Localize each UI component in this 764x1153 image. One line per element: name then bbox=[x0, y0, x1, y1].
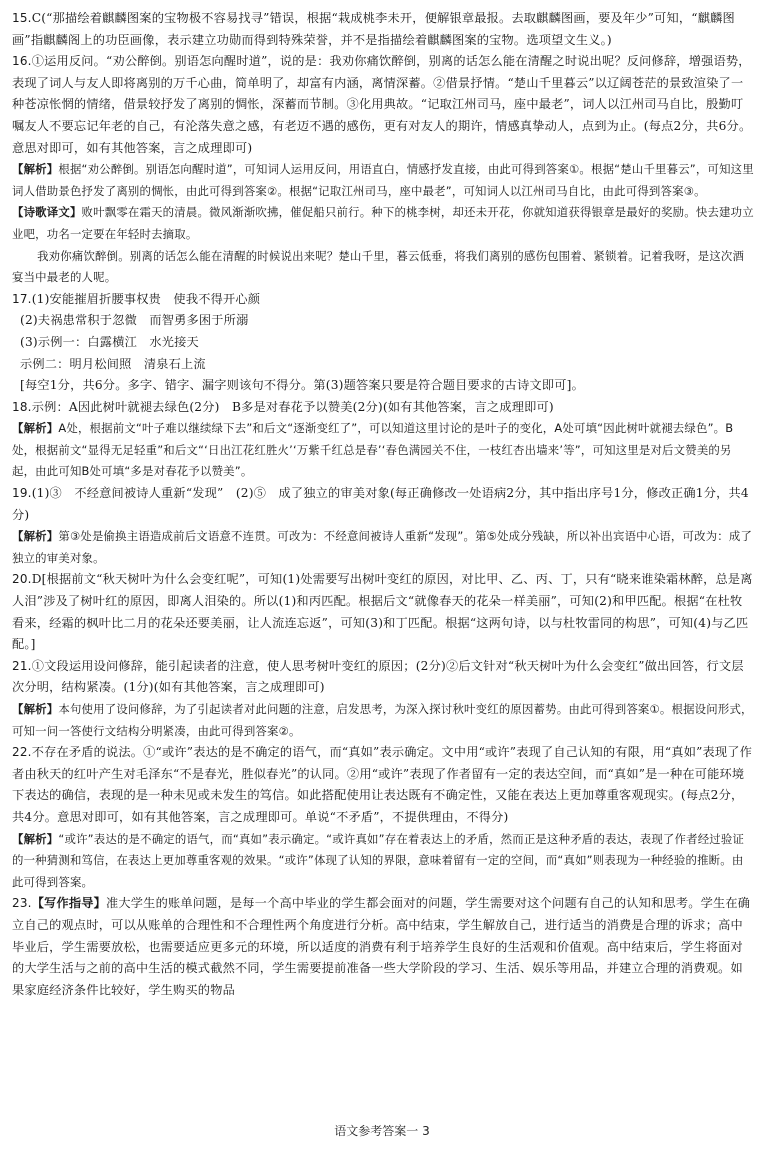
answer-line: (1)安能摧眉折腰事权贵 使我不得开心颜 bbox=[31, 291, 261, 306]
question-number: 21. bbox=[12, 658, 32, 673]
analysis-text: A处，根据前文“叶子难以继续绿下去”和后文“逐渐变红了”，可以知道这里讨论的是叶子的变化，A处可填“因此树叶就褪去绿色”。B处，根据前文“显得无足轻重”和后文“‘日出江花红胜火’‘万紫千红总是春’‘春色满园关不住，一枝红杏出墙来’等”，可知这里是对后文赞美的另起，由此可知B处可填“多是对春花予以赞美”。 bbox=[12, 421, 734, 479]
translation-text: 败叶飘零在霜天的清晨。微风渐渐吹拂，催促船只前行。种下的桃李树，却还未开花，你就知道获得银章是最好的奖励。快去建功立业吧，功名一定要在年轻时去摘取。 bbox=[12, 205, 754, 241]
question-number: 16. bbox=[12, 54, 32, 69]
analysis-text: 本句使用了设问修辞，为了引起读者对此问题的注意，启发思考，为深入探讨秋叶变红的原因蓄势。由此可得到答案①。根据设问形式，可知一问一答使行文结构分明紧凑，由此可得到答案②。 bbox=[12, 702, 753, 738]
analysis-text: “或许”表达的是不确定的语气，而“真如”表示确定。“或许真如”存在着表达上的矛盾，然而正是这种矛盾的表达，表现了作者经过验证的一种猜测和笃信，在表达上更加尊重客观的效果。“或许”体现了认知的界限，意味着留有一定的空间，而“真如”则表现为一种经验的推断。由此可得到答案。 bbox=[12, 831, 745, 889]
answer-21 bbox=[12, 656, 754, 742]
question-number: 18. bbox=[12, 399, 32, 414]
question-number: 17. bbox=[12, 291, 32, 306]
answer-text: ①运用反问。“劝公醉倒。别语怎向醒时道”，说的是：我劝你痛饮醉倒，别离的话怎么能在清醒之时说出呢？反问修辞，增强语势，表现了词人与友人即将离别的万千心曲，简单明了，却富有内涵，离情深蓄。②借景抒情。“楚山千里暮云”以辽阔苍茫的景致渲染了一种苍凉怅惘的情绪，借景较抒发了离别的惆怅，深蓄而节制。③化用典故。“记取江州司马，座中最老”，词人以江州司马自比，殷勤叮嘱友人不要忘记年老的自己，有沦落失意之感，有老迈不遇的感伤，更有对友人的期许，情感真挚动人，点到为止。(每点2分，共6分。意思对即可，如有其他答案，言之成理即可) bbox=[12, 54, 752, 155]
answer-18 bbox=[12, 397, 754, 483]
answer-text: (1)③ 不经意间被诗人重新“发现” (2)⑤ 成了独立的审美对象(每正确修改一处语病2分，其中指出序号1分，修改正确1分，共4分) bbox=[12, 486, 749, 522]
analysis-text: 第③处是偷换主语造成前后文语意不连贯。可改为：不经意间被诗人重新“发现”。第⑤处成分残缺，所以补出宾语中心语，可改为：成了独立的审美对象。 bbox=[12, 529, 753, 565]
writing-guide-tag: 【写作指导】 bbox=[31, 896, 107, 911]
answer-19 bbox=[12, 483, 754, 569]
answer-line: (3)示例一：白露横江 水光接天 bbox=[20, 334, 199, 349]
analysis-text: 根据“劝公醉倒。别语怎向醒时道”，可知词人运用反问，用语直白，情感抒发直接，由此可得到答案①。根据“楚山千里暮云”，可知这里词人借助景色抒发了离别的惆怅，由此可得到答案②。根据“记取江州司马，座中最老”，可知词人以江州司马自比，由此可得到答案③。 bbox=[12, 162, 754, 198]
translation-tag: 【诗歌译文】 bbox=[12, 205, 82, 220]
analysis-tag: 【解析】 bbox=[12, 421, 59, 436]
answer-20 bbox=[12, 569, 754, 655]
analysis-tag: 【解析】 bbox=[12, 702, 59, 716]
scoring-note: [每空1分，共6分。多字、错字、漏字则该句不得分。第(3)题答案只要是符合题目要求的古诗文即可]。 bbox=[20, 378, 584, 393]
answer-15 bbox=[12, 8, 754, 51]
answer-17 bbox=[12, 289, 754, 397]
answer-line: (2)夫祸患常积于忽微 而智勇多困于所溺 bbox=[20, 313, 249, 328]
question-number: 20. bbox=[12, 572, 32, 587]
answer-23 bbox=[12, 893, 754, 1001]
answer-text: D[根据前文“秋天树叶为什么会变红呢”，可知(1)处需要写出树叶变红的原因，对比甲、乙、丙、丁，只有“晓来谁染霜林醉，总是离人泪”涉及了树叶红的原因，即离人泪染的。所以(1)和丙匹配。根据后文“就像春天的花朵一样美丽”，可知(2)和甲匹配。根据“在杜牧看来，经霜的枫叶比二月的花朵还要美丽，让人流连忘返”，可知(3)和丁匹配。根据“这两句诗，以与杜牧雷同的构思”，可知(4)与乙匹配。] bbox=[12, 572, 753, 652]
answer-text: 不存在矛盾的说法。①“或许”表达的是不确定的语气，而“真如”表示确定。文中用“或许”表现了自己认知的有限，用“真如”表现了作者由秋天的红叶产生对毛泽东“不是春光，胜似春光”的认同。②用“或许”表现了作者留有一定的表达空间，而“真如”是一种在可能环境下表达的确信，表现的是一种未见或未发生的笃信。如此搭配使用让表达既有不确定性，又能在表达上更加尊重客观现实。(每点2分，共4分。意思对即可，如有其他答案，言之成理即可。单说“不矛盾”，不提供理由，不得分) bbox=[12, 745, 753, 824]
translation-text-2: 我劝你痛饮醉倒。别离的话怎么能在清醒的时候说出来呢？楚山千里，暮云低垂，将我们离别的感伤包围着、紧锁着。记着我呀，是这次酒宴当中最老的人呢。 bbox=[12, 248, 745, 285]
answer-text: 示例：A因此树叶就褪去绿色(2分) B多是对春花予以赞美(2分)(如有其他答案，言之成理即可) bbox=[31, 399, 554, 414]
question-number: 22. bbox=[12, 745, 32, 760]
question-number: 15. bbox=[12, 11, 32, 25]
answer-22 bbox=[12, 742, 754, 893]
answer-text: ①文段运用设问修辞，能引起读者的注意，使人思考树叶变红的原因；(2分)②后文针对“秋天树叶为什么会变红”做出回答，行文层次分明，结构紧凑。(1分)(如有其他答案，言之成理即可) bbox=[12, 658, 744, 695]
question-number: 19. bbox=[12, 486, 32, 501]
answer-text: 准大学生的账单问题，是每一个高中毕业的学生都会面对的问题，学生需要对这个问题有自己的认知和思考。学生在确立自己的观点时，可以从账单的合理性和不合理性两个角度进行分析。高中结束，学生解放自己，进行适当的消费是合理的诉求；高中毕业后，学生需要放松，也需要适应更多元的环境，所以适度的消费有利于培养学生良好的生活观和价值观。高中结束后，学生将面对的大学生活与之前的高中生活的模式截然不同，学生需要提前准备一些大学阶段的学习、生活、娱乐等用品，并建立合理的消费观。如果家庭经济条件比较好，学生购买的物品 bbox=[12, 896, 751, 997]
answer-16 bbox=[12, 51, 754, 289]
answer-line: 示例二：明月松间照 清泉石上流 bbox=[20, 356, 206, 371]
question-number: 23. bbox=[12, 896, 32, 911]
analysis-tag: 【解析】 bbox=[12, 831, 59, 846]
analysis-tag: 【解析】 bbox=[12, 162, 59, 177]
answer-text: C(“那描绘着麒麟图案的宝物极不容易找寻”错误，根据“栽成桃李未开，便解银章最报。去取麒麟图画，要及年少”可知，“麒麟图画”指麒麟阁上的功臣画像，表示建立功勋而得到特殊荣誉，并不是指描绘着麒麟图案的宝物。选项望文生义。) bbox=[12, 11, 735, 47]
analysis-tag: 【解析】 bbox=[12, 529, 59, 544]
answer-page bbox=[12, 8, 754, 1108]
page-footer: 语文参考答案一 3 bbox=[334, 1124, 430, 1138]
